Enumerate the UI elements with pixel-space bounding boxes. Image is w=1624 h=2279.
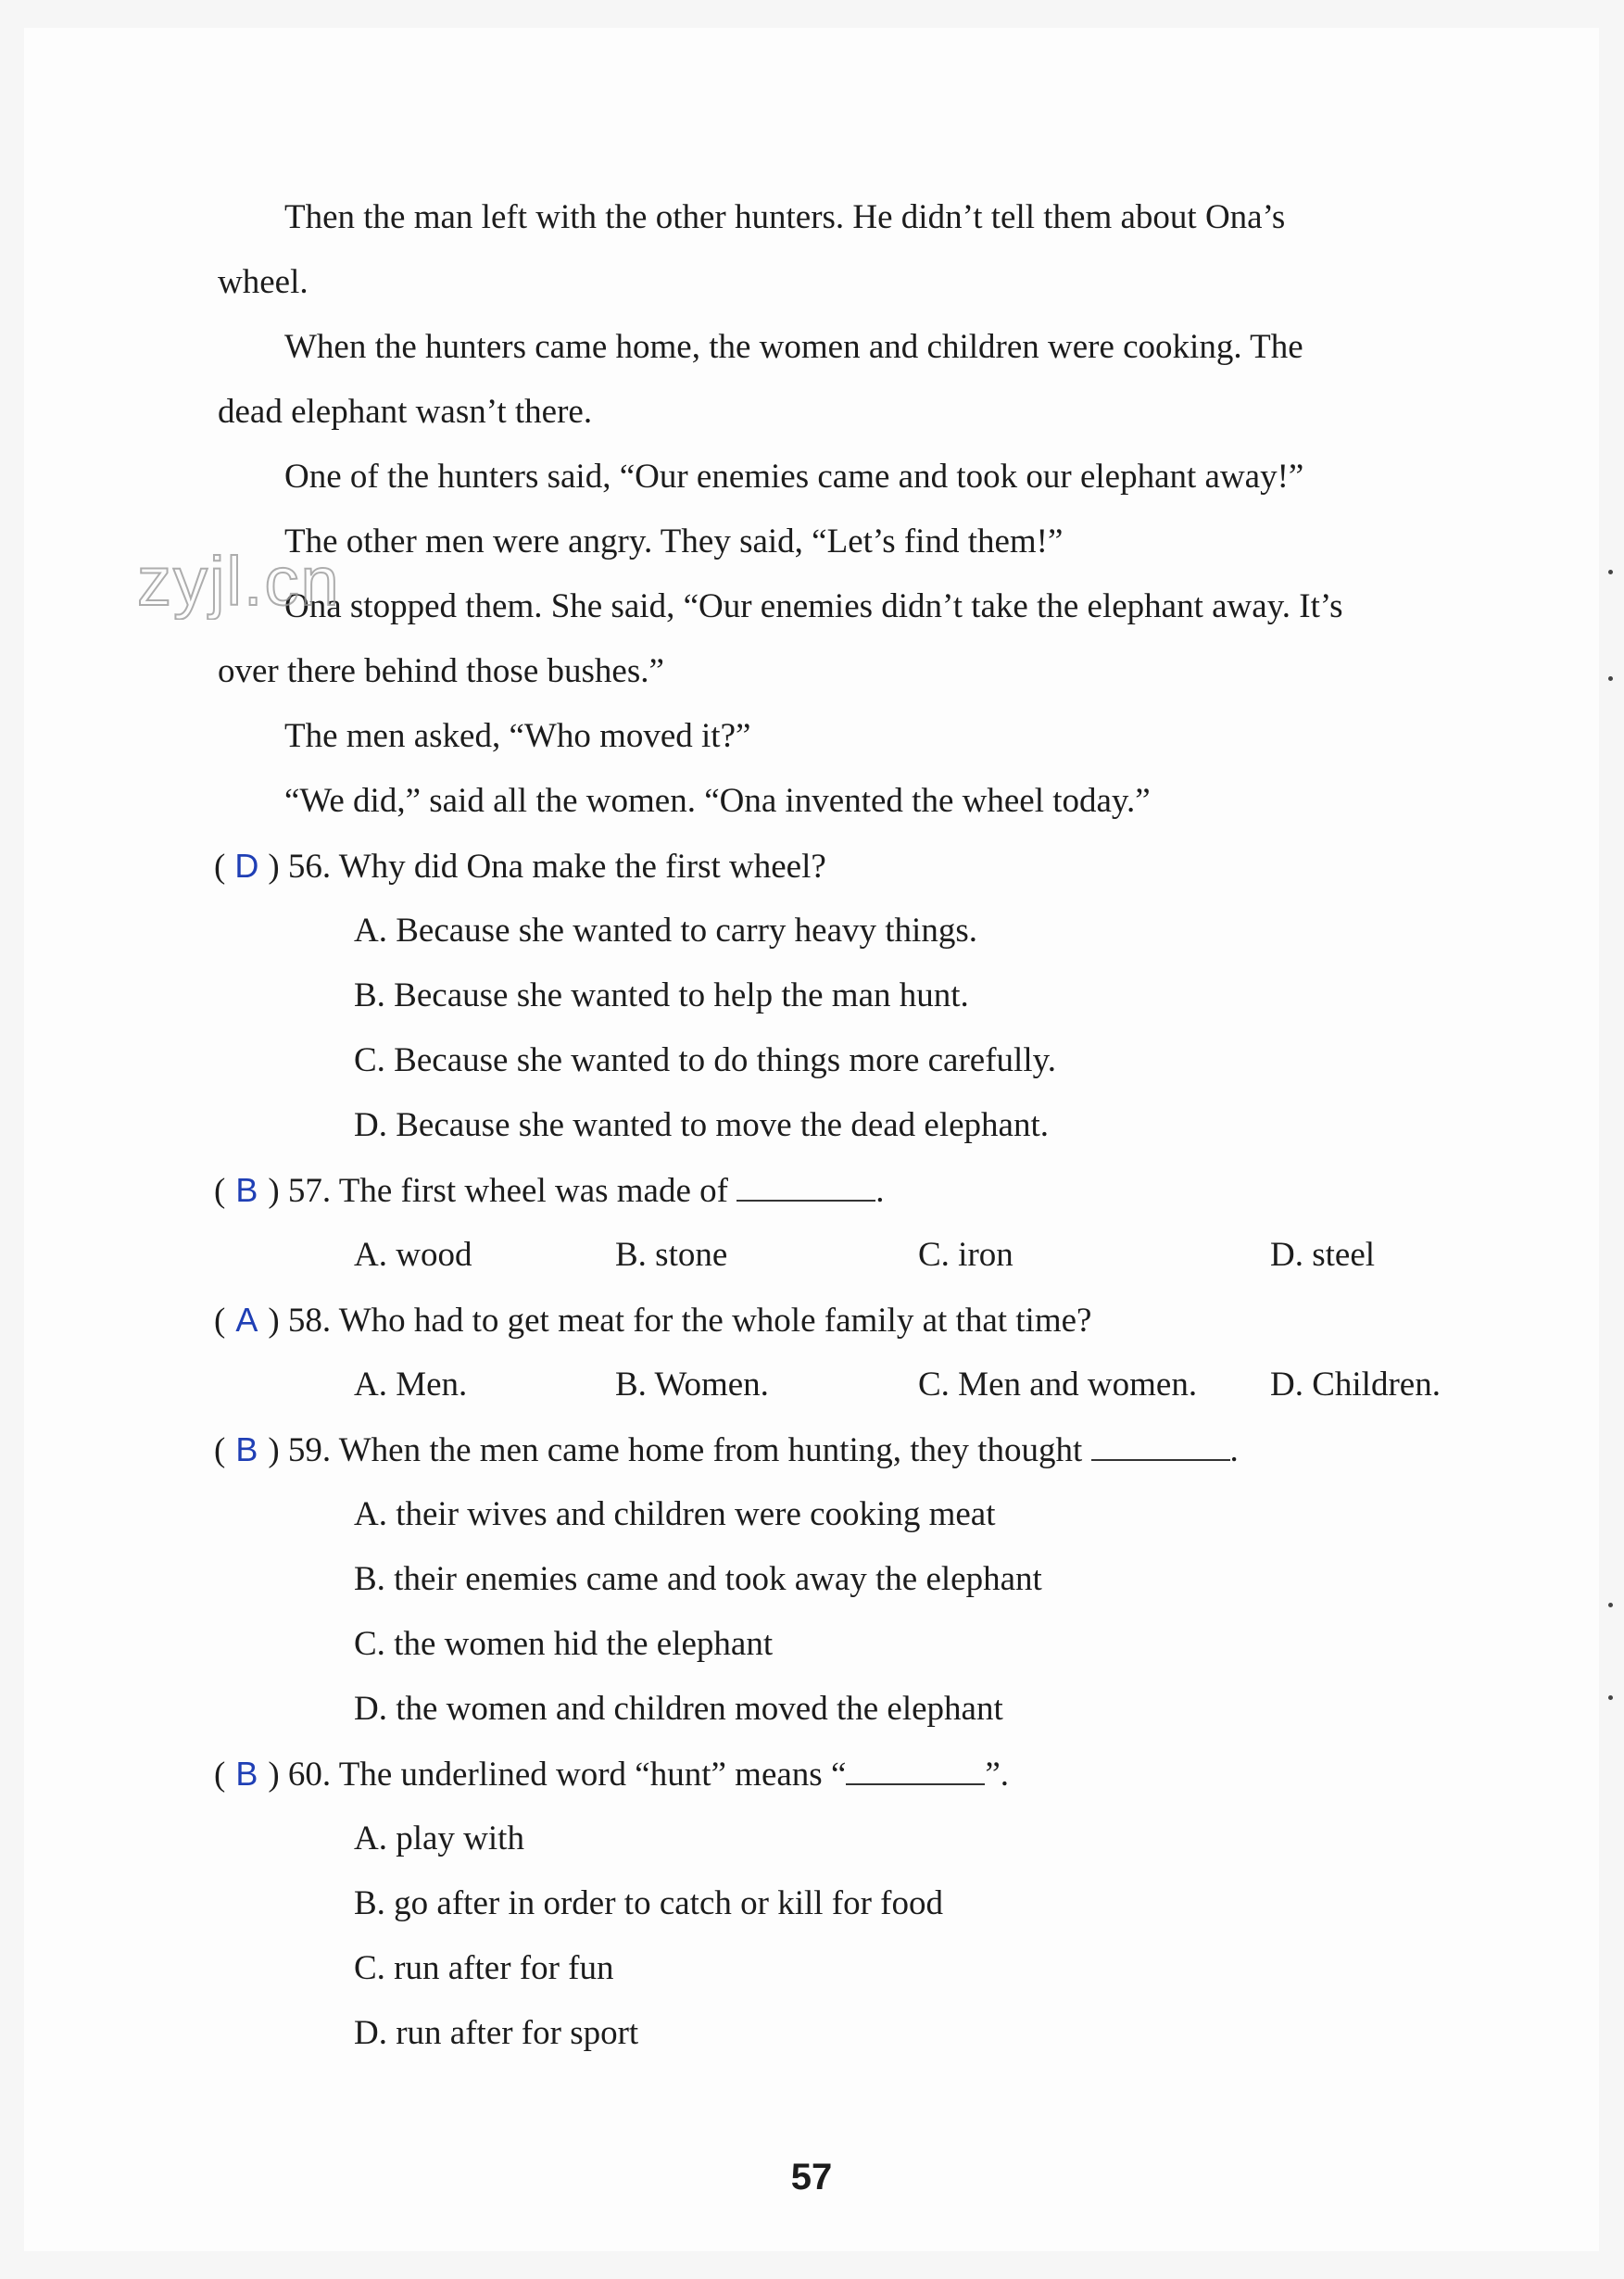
option: D. steel [1270, 1236, 1376, 1274]
question-text: Who had to get meat for the whole family at that time? [338, 1302, 1092, 1340]
passage-line: “We did,” said all the women. “Ona invented the wheel today.” [284, 782, 1151, 820]
question-number: 56. [287, 848, 332, 886]
passage-line: over there behind those bushes.” [218, 652, 664, 690]
question-tail: ”. [985, 1756, 1010, 1794]
option: B. Women. [615, 1366, 769, 1404]
answer-mark: B [235, 1755, 258, 1793]
question-number: 57. [287, 1172, 332, 1210]
option: B. Because she wanted to help the man hunt. [354, 976, 969, 1014]
answer-mark: A [235, 1301, 258, 1339]
question-number: 60. [287, 1756, 332, 1794]
scan-dot [1608, 676, 1613, 681]
answer-blank [846, 1756, 985, 1785]
question-text: When the men came home from hunting, they thought [338, 1431, 1083, 1469]
option: D. run after for sport [354, 2014, 639, 2052]
passage-line: The men asked, “Who moved it?” [284, 717, 751, 755]
question-58: ( A ) 58. Who had to get meat for the whole family at that time? [214, 1301, 1092, 1340]
passage-line: Then the man left with the other hunters. He didn’t tell them about Ona’s [284, 198, 1286, 236]
passage-line: dead elephant wasn’t there. [218, 393, 593, 431]
watermark: zyjl.cn [137, 543, 341, 620]
question-tail: . [1229, 1431, 1239, 1469]
question-number: 59. [287, 1431, 332, 1469]
question-tail: . [875, 1172, 885, 1210]
answer-mark: B [235, 1430, 258, 1468]
option: B. go after in order to catch or kill for food [354, 1884, 943, 1922]
option: D. Because she wanted to move the dead elephant. [354, 1106, 1050, 1144]
option: C. run after for fun [354, 1949, 614, 1987]
question-60: ( B ) 60. The underlined word “hunt” means “ ”. [214, 1755, 1010, 1794]
passage-line: One of the hunters said, “Our enemies came and took our elephant away!” [284, 458, 1304, 496]
passage-line: wheel. [218, 263, 308, 301]
answer-mark: B [235, 1171, 258, 1209]
option: B. their enemies came and took away the elephant [354, 1560, 1042, 1598]
option: C. Because she wanted to do things more carefully. [354, 1041, 1056, 1079]
option: D. Children. [1270, 1366, 1441, 1404]
option: A. Because she wanted to carry heavy things. [354, 912, 977, 950]
answer-blank [736, 1172, 875, 1202]
question-number: 58. [287, 1302, 332, 1340]
answer-mark: D [234, 847, 259, 885]
passage-line: When the hunters came home, the women and children were cooking. The [284, 328, 1303, 366]
question-57: ( B ) 57. The first wheel was made of . [214, 1171, 885, 1210]
page [24, 28, 1599, 2251]
question-text: Why did Ona make the first wheel? [338, 848, 826, 886]
question-56: ( D ) 56. Why did Ona make the first wheel? [214, 847, 826, 886]
option: A. their wives and children were cooking meat [354, 1495, 996, 1533]
page-number: 57 [790, 2157, 833, 2197]
passage-line: Ona stopped them. She said, “Our enemies didn’t take the elephant away. It’s [284, 587, 1343, 625]
question-59: ( B ) 59. When the men came home from hunting, they thought . [214, 1430, 1239, 1469]
option: A. wood [354, 1236, 472, 1274]
scan-dot [1608, 1695, 1613, 1700]
option: C. the women hid the elephant [354, 1625, 774, 1663]
option: C. iron [918, 1236, 1013, 1274]
question-text: The first wheel was made of [338, 1172, 728, 1210]
option: C. Men and women. [918, 1366, 1198, 1404]
scan-dot [1608, 1603, 1613, 1607]
option: D. the women and children moved the elephant [354, 1690, 1003, 1728]
question-text: The underlined word “hunt” means “ [338, 1756, 847, 1794]
option: A. Men. [354, 1366, 468, 1404]
option: B. stone [615, 1236, 728, 1274]
option: A. play with [354, 1819, 524, 1857]
passage-line: The other men were angry. They said, “Let’s find them!” [284, 523, 1064, 560]
scan-dot [1608, 570, 1613, 574]
answer-blank [1091, 1431, 1230, 1461]
